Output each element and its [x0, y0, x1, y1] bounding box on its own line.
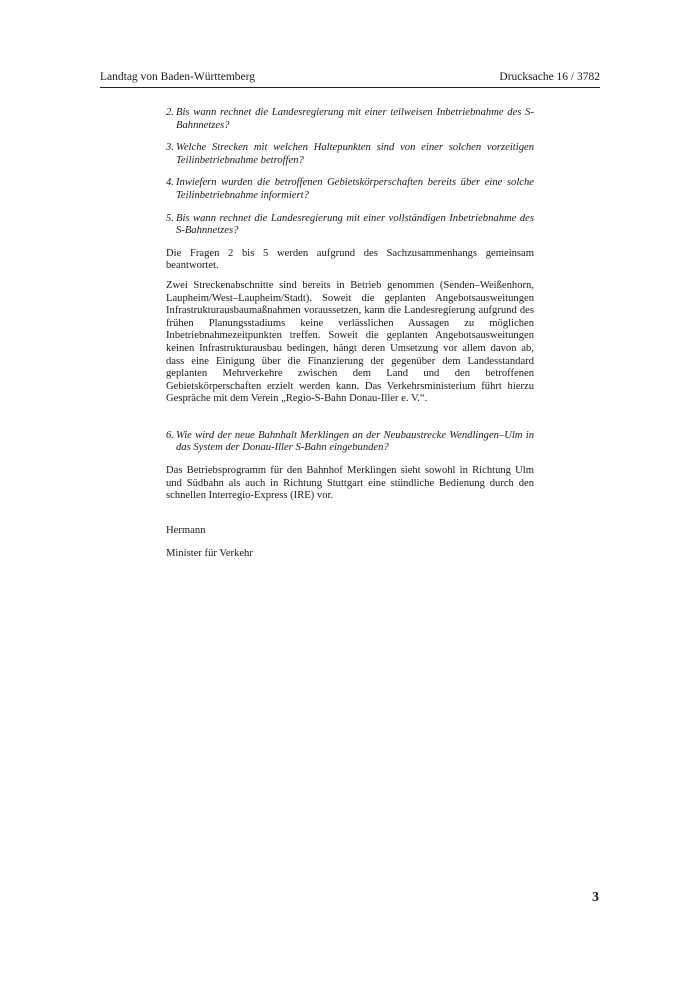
question-text: Bis wann rechnet die Landesregierung mit einer vollständigen Inbetriebnahme des S-Bahnnetzes? [176, 212, 534, 237]
question-5 [166, 213, 534, 238]
question-3 [166, 142, 534, 167]
question-text: Welche Strecken mit welchen Haltepunkten sind von einer solchen vorzeitigen Teilinbetriebnahme betroffen? [176, 142, 534, 166]
question-number: 6. [166, 429, 174, 441]
spacer [166, 416, 534, 430]
header-right: Drucksache 16 / 3782 [499, 71, 600, 83]
question-4 [166, 177, 534, 202]
question-6 [166, 430, 534, 455]
page-number: 3 [592, 890, 599, 905]
question-number: 2. [166, 107, 174, 118]
signature-name: Hermann [166, 524, 206, 536]
header-left: Landtag von Baden-Württemberg [100, 71, 255, 83]
question-2 [166, 107, 534, 132]
answer-main: Zwei Streckenabschnitte sind bereits in Betrieb genommen (Senden–Weißenhorn, Laupheim/West–Laupheim/Stadt). Soweit die geplanten Angebotsausweitungen Infrastrukturausbaumaßnahmen voraussetzen, kann die Landesregierung aufgrund des frühen Planungsstadiums keine verlässlichen Aussagen zu möglichen Inbetriebnahmezeitpunkten treffen. Soweit die geplanten Angebotsausweitungen keinen Infrastrukturausbau bedingen, hängt deren Umsetzung vor allem davon ab, dass eine Einigung über die Finanzierung der gegenüber dem Landesstandard geplanten Mehrverkehre zwischen dem Land und den betroffenen Gebietskörperschaften erzielt werden kann. Das Verkehrsministerium führt hierzu Gespräche mit dem Verein „Regio-S-Bahn Donau-Iller e. V.“. [166, 279, 534, 405]
question-number: 5. [166, 212, 174, 224]
answer-6: Das Betriebsprogramm für den Bahnhof Merklingen sieht sowohl in Richtung Ulm und Südbahn als auch in Richtung Stuttgart eine stündliche Bedienung durch den schnellen Interregio-Express (IRE) vor. [166, 465, 534, 502]
question-number: 4. [166, 177, 174, 189]
signature-title: Minister für Verkehr [166, 548, 253, 560]
question-text: Bis wann rechnet die Landesregierung mit einer teilweisen Inbetriebnahme des S-Bahnnetzes? [176, 107, 534, 131]
question-text: Wie wird der neue Bahnhalt Merklingen an der Neubaustrecke Wendlingen–Ulm in das System der Donau-Iller S-Bahn eingebunden? [176, 429, 534, 454]
question-text: Inwiefern wurden die betroffenen Gebietskörperschaften bereits über eine solche Teilinbetriebnahme informiert? [176, 177, 534, 201]
question-number: 3. [166, 142, 174, 154]
document-body [166, 107, 534, 561]
page-header [100, 70, 600, 88]
answer-intro: Die Fragen 2 bis 5 werden aufgrund des Sachzusammenhangs gemeinsam beantwortet. [166, 247, 534, 272]
